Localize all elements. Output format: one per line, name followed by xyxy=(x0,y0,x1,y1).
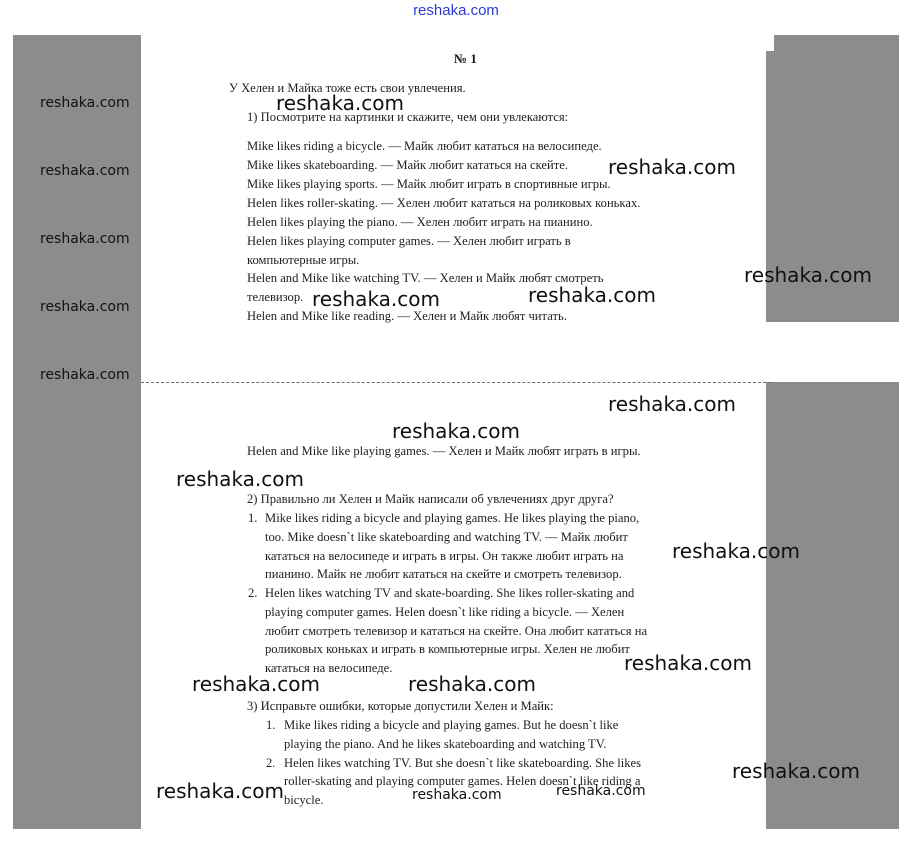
watermark: reshaka.com xyxy=(608,155,736,179)
watermark: reshaka.com xyxy=(40,231,130,247)
task-2-item-line: роликовых коньках и играть в компьютерные игры. Хелен не любит xyxy=(265,642,630,656)
right-margin-panel-top xyxy=(774,35,899,51)
site-link[interactable]: reshaka.com xyxy=(413,2,499,19)
task-3-item-number: 1. xyxy=(266,718,276,732)
page-break-line xyxy=(141,382,771,383)
exercise-number: № 1 xyxy=(454,51,477,66)
task-3-item-line: bicycle. xyxy=(284,793,324,807)
answer-line: Helen and Mike like reading. — Хелен и Майк любят читать. xyxy=(247,309,567,323)
answer-line: Helen likes playing the piano. — Хелен любит играть на пианино. xyxy=(247,215,593,229)
answer-line: компьютерные игры. xyxy=(247,253,360,267)
watermark: reshaka.com xyxy=(732,759,860,783)
answer-line-continued: Helen and Mike like playing games. — Хелен и Майк любят играть в игры. xyxy=(247,444,641,458)
answer-line: Mike likes skateboarding. — Майк любит кататься на скейте. xyxy=(247,158,568,172)
task-3-item-number: 2. xyxy=(266,756,276,770)
task-2-item-line: кататься на велосипеде и играть в игры. Он также любит играть на xyxy=(265,549,624,563)
task-2-item-line: playing computer games. Helen doesn`t like riding a bicycle. — Хелен xyxy=(265,605,625,619)
watermark: reshaka.com xyxy=(312,287,440,311)
answer-line: Helen and Mike like watching TV. — Хелен и Майк любят смотреть xyxy=(247,271,604,285)
watermark: reshaka.com xyxy=(408,672,536,696)
watermark: reshaka.com xyxy=(392,419,520,443)
answer-line: Helen likes roller-skating. — Хелен любит кататься на роликовых коньках. xyxy=(247,196,641,210)
answer-line: телевизор. xyxy=(247,290,304,304)
task-2-item-line: too. Mike doesn`t like skateboarding and watching TV. — Майк любит xyxy=(265,530,628,544)
watermark: reshaka.com xyxy=(40,163,130,179)
watermark: reshaka.com xyxy=(608,392,736,416)
task-2-heading: 2) Правильно ли Хелен и Майк написали об увлечениях друг друга? xyxy=(247,492,614,506)
answer-line: Mike likes riding a bicycle. — Майк любит кататься на велосипеде. xyxy=(247,139,602,153)
watermark: reshaka.com xyxy=(276,91,404,115)
task-3-item-line: Helen likes watching TV. But she doesn`t like skateboarding. She likes xyxy=(284,756,641,770)
task-3-item-line: Mike likes riding a bicycle and playing games. But he doesn`t like xyxy=(284,718,619,732)
watermark: reshaka.com xyxy=(528,283,656,307)
task-3-item-line: playing the piano. And he likes skateboarding and watching TV. xyxy=(284,737,607,751)
task-2-item-line: Mike likes riding a bicycle and playing games. He likes playing the piano, xyxy=(265,511,640,525)
watermark: reshaka.com xyxy=(156,779,284,803)
watermark: reshaka.com xyxy=(556,783,646,799)
left-margin-panel xyxy=(13,35,141,829)
task-2-item-line: любит смотреть телевизор и кататься на скейте. Она любит кататься на xyxy=(265,624,648,638)
task-2-item-line: Helen likes watching TV and skate-boarding. She likes roller-skating and xyxy=(265,586,635,600)
task-2-item-number: 2. xyxy=(248,586,258,600)
watermark: reshaka.com xyxy=(412,787,502,803)
watermark: reshaka.com xyxy=(192,672,320,696)
watermark: reshaka.com xyxy=(744,263,872,287)
task-1-heading: 1) Посмотрите на картинки и скажите, чем они увлекаются: xyxy=(247,110,569,124)
watermark: reshaka.com xyxy=(624,651,752,675)
exercise-intro: У Хелен и Майка тоже есть свои увлечения. xyxy=(229,81,466,95)
answer-line: Helen likes playing computer games. — Хелен любит играть в xyxy=(247,234,571,248)
task-3-item-line: roller-skating and playing computer games. Helen doesn`t like riding a xyxy=(284,774,641,788)
answer-line: Mike likes playing sports. — Майк любит играть в спортивные игры. xyxy=(247,177,611,191)
task-2-item-line: пианино. Майк не любит кататься на скейте и смотреть телевизор. xyxy=(265,567,622,581)
watermark: reshaka.com xyxy=(672,539,800,563)
watermark: reshaka.com xyxy=(176,467,304,491)
watermark: reshaka.com xyxy=(40,367,130,383)
watermark: reshaka.com xyxy=(40,299,130,315)
task-2-item-number: 1. xyxy=(248,511,258,525)
watermark: reshaka.com xyxy=(40,95,130,111)
task-3-heading: 3) Исправьте ошибки, которые допустили Хелен и Майк: xyxy=(247,699,554,713)
task-2-item-line: кататься на велосипеде. xyxy=(265,661,393,675)
